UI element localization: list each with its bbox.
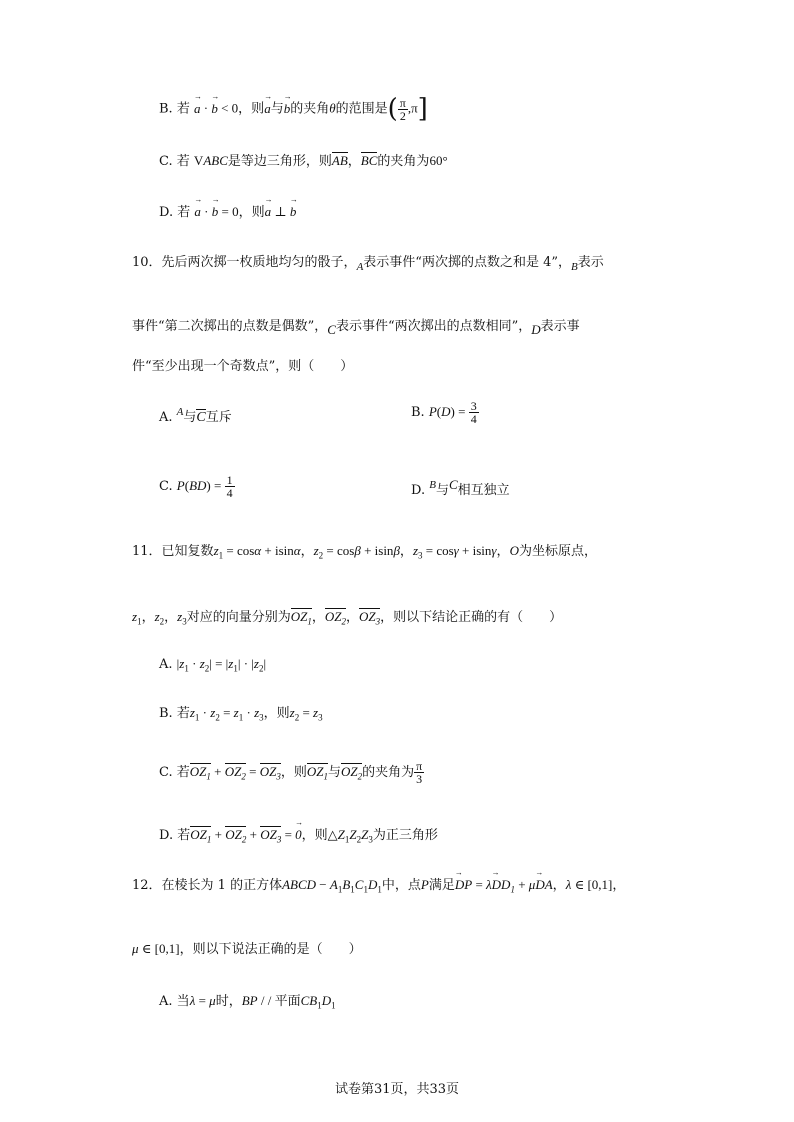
option-label: C. bbox=[159, 154, 173, 169]
q12-stem-line2: μ ∈ [0,1]，则以下说法正确的是（ ） bbox=[132, 941, 362, 957]
q11-option-c: C. 若$OZ_1 + OZ_2 = OZ_3$，则$OZ_1$与$OZ_2$的夹角为 $\frac{\pi}{3}$ bbox=[159, 759, 423, 786]
q10-stem-line2: 事件“第二次掷出的点数是偶数”，C表示事件“两次掷出的点数相同”，D表示事 bbox=[132, 319, 580, 337]
q12-stem-line1: 12．在棱长为 1 的正方体ABCD − $A_1B_1C_1D_1$中，点P满足→ DP = $\lambda\to DD_1 + \mu\to$ DA，λ ∈ [0,1]， bbox=[132, 878, 625, 895]
option-label: C. bbox=[159, 479, 173, 494]
q10-option-a: A. $^A$与C互斥 bbox=[159, 406, 232, 425]
q12-option-a: A. 当λ = μ时，BP / / 平面$CB_1D_1$ bbox=[159, 993, 336, 1011]
q11-stem-line2: $z_1$，$z_2$，$z_3$对应的向量分别为$OZ_1$，$OZ_2$，$OZ_3$，则以下结论正确的有（ ） bbox=[132, 609, 563, 627]
q9-option-b: B. 若 → a · → b < 0，则→ a与→ b的夹角θ的范围是( $\frac{\pi}{2}$ ,π] bbox=[159, 96, 428, 122]
q10-option-d: D. $^B$与C相互独立 bbox=[411, 477, 510, 498]
option-label: B. bbox=[159, 101, 173, 117]
q11-stem-line1: 11．已知复数$z_1 = \cos\alpha + isin\alpha$，$z_2 = \cos\beta + isin\beta$，$z_3 = \cos\gamma + isin\gamma$，O为坐标原点， bbox=[132, 543, 597, 561]
option-label: A. bbox=[159, 410, 173, 425]
option-label: C. bbox=[159, 765, 173, 780]
q10-stem-line1: 10．先后两次掷一枚质地均匀的骰子，$_A$表示事件“两次掷的点数之和是 4”，$_B$表示 bbox=[132, 255, 604, 273]
option-label: A. bbox=[159, 657, 173, 672]
option-label: D. bbox=[159, 828, 174, 843]
question-number: 12 bbox=[132, 878, 149, 893]
option-label: D. bbox=[411, 483, 426, 498]
q11-option-d: D. 若$OZ_1 + OZ_2 + OZ_3$ = → 0，则$\triangle Z_1Z_2Z_3$为正三角形 bbox=[159, 826, 438, 845]
q9-option-d: D. 若 → a · → b = 0，则→ a ⊥ → b bbox=[159, 205, 296, 219]
option-label: A. bbox=[159, 994, 173, 1009]
q10-option-c: C. P(BD) = $\frac{1}{4}$ bbox=[159, 473, 233, 500]
q11-option-a: A. $|z_1 \cdot z_2| = |z_1| \cdot |z_2|$ bbox=[159, 656, 267, 674]
option-label: B. bbox=[159, 706, 173, 721]
question-number: 11 bbox=[132, 544, 149, 559]
q10-stem-line3: 件“至少出现一个奇数点”，则（ ） bbox=[132, 359, 354, 374]
q11-option-b: B. 若$z_1 \cdot z_2 = z_1 \cdot z_3$，则$z_2 = z_3$ bbox=[159, 705, 323, 723]
option-label: B. bbox=[411, 405, 425, 420]
page-footer: 试卷第31页，共33页 bbox=[334, 1082, 460, 1097]
question-number: 10 bbox=[132, 255, 149, 270]
option-label: D. bbox=[159, 205, 174, 220]
q10-option-b: B. P(D) = $\frac{3}{4}$ bbox=[411, 399, 477, 426]
q9-option-c: C. 若 VABC是等边三角形，则AB，BC的夹角为60° bbox=[159, 153, 448, 169]
